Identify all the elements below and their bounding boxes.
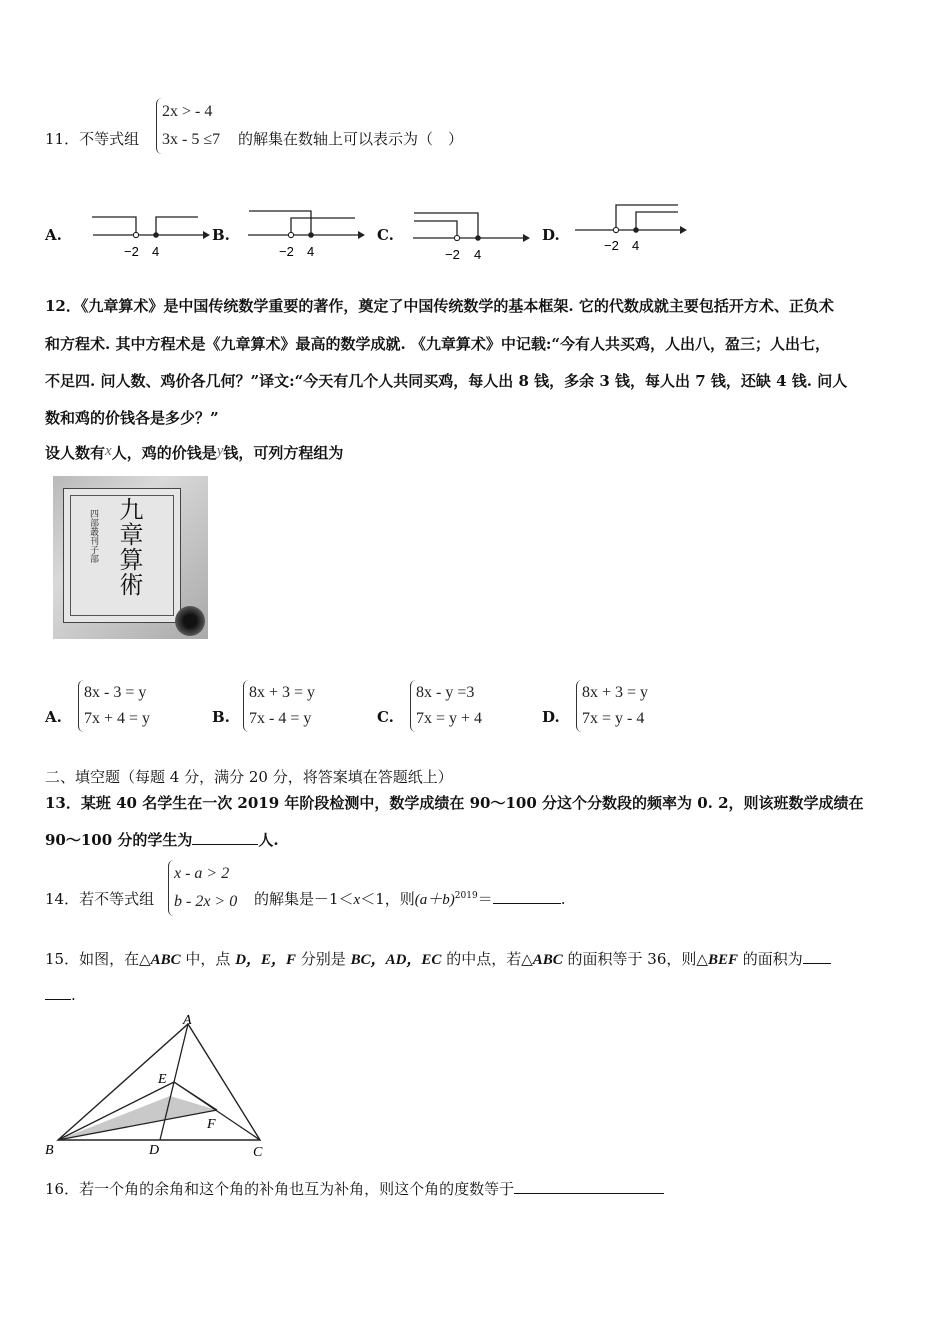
axis-label-4: 4 bbox=[307, 244, 315, 259]
axis-label-neg2: −2 bbox=[279, 244, 294, 259]
q12-option-c-eq2: 7x = y + 4 bbox=[416, 710, 483, 727]
q15-text-a: 15．如图，在△ bbox=[45, 950, 151, 968]
q15-answer-blank-part1[interactable] bbox=[803, 949, 831, 964]
q15-line-2 bbox=[45, 985, 76, 1004]
q12-option-a-label[interactable]: A. bbox=[45, 708, 62, 726]
q12-line-5-b: 人，鸡的价钱是 bbox=[111, 444, 217, 462]
q16-line bbox=[45, 1178, 664, 1199]
q12-var-x: x bbox=[105, 443, 112, 459]
q12-option-c-system[interactable] bbox=[410, 680, 482, 732]
axis-label-neg2: −2 bbox=[124, 244, 139, 259]
q11-prefix: 不等式组 bbox=[79, 130, 140, 148]
point-label-f: F bbox=[207, 1117, 216, 1132]
q12-option-b-eq2: 7x - 4 = y bbox=[249, 710, 312, 727]
q12-option-d-system[interactable] bbox=[576, 680, 648, 732]
axis-label-4: 4 bbox=[152, 244, 160, 259]
q11-suffix: 的解集在数轴上可以表示为（ ） bbox=[238, 130, 464, 148]
q14-inequality-1: x - a > 2 bbox=[174, 865, 230, 882]
q15-end: . bbox=[71, 986, 76, 1004]
q12-option-c-label[interactable]: C. bbox=[377, 708, 394, 726]
q11-option-d-label[interactable]: D. bbox=[542, 226, 560, 244]
q12-var-y: y bbox=[216, 443, 224, 459]
q14-end: . bbox=[560, 890, 566, 908]
axis-label-4: 4 bbox=[632, 238, 640, 253]
q11-numberline-b[interactable] bbox=[245, 205, 365, 260]
q15-triangle-figure bbox=[40, 1010, 280, 1162]
point-label-c: C bbox=[253, 1145, 263, 1160]
q12-line-3: 不足四. 问人数、鸡价各几何？”译文:“今天有几个人共同买鸡，每人出 8 钱，多余 3 钱，每人出 7 钱，还缺 4 钱. 问人 bbox=[45, 372, 848, 390]
q11-option-c-label[interactable]: C. bbox=[377, 226, 394, 244]
q11-inequality-1: 2x > - 4 bbox=[162, 103, 213, 120]
q15-line-1 bbox=[45, 948, 831, 969]
q14-suffix bbox=[254, 888, 565, 909]
q15-text-d: 的中点，若△ bbox=[441, 950, 533, 968]
axis-label-neg2: −2 bbox=[604, 238, 619, 253]
q14-equals: ＝ bbox=[477, 890, 493, 908]
q13-line-1: 13．某班 40 名学生在一次 2019 年阶段检测中，数学成绩在 90～100 分这个分数段的频率为 0. 2，则该班数学成绩在 bbox=[45, 794, 864, 812]
q15-answer-blank-part2[interactable] bbox=[45, 985, 71, 1000]
q11-number: 11． bbox=[45, 130, 80, 148]
q12-option-a-eq1: 8x - 3 = y bbox=[84, 684, 147, 701]
q15-text-f: 的面积为 bbox=[737, 950, 803, 968]
q14-var-x: x bbox=[353, 892, 361, 908]
q15-triangle-abc-2: ABC bbox=[532, 952, 563, 968]
q11-inequality-system bbox=[156, 98, 220, 154]
q15-segments: BC，AD，EC bbox=[350, 952, 442, 968]
q12-line-5-a: 设人数有 bbox=[45, 444, 106, 462]
book-title: 九章算術 bbox=[115, 497, 143, 597]
q12-line-2: 和方程术. 其中方程术是《九章算术》最高的数学成就. 《九章算术》中记载:“今有人共买鸡，人出八，盈三；人出七， bbox=[45, 335, 831, 353]
point-label-e: E bbox=[158, 1072, 167, 1087]
q14-number: 14． bbox=[45, 890, 80, 908]
book-roll bbox=[175, 606, 205, 636]
q12-option-a-system[interactable] bbox=[78, 680, 150, 732]
q12-option-c-eq1: 8x - y =3 bbox=[416, 684, 475, 701]
q15-text-e: 的面积等于 36，则△ bbox=[562, 950, 708, 968]
q11-inequality-2: 3x - 5 ≤7 bbox=[162, 131, 221, 148]
q12-line-5-c: 钱，可列方程组为 bbox=[223, 444, 344, 462]
q12-option-b-system[interactable] bbox=[243, 680, 315, 732]
axis-label-4: 4 bbox=[474, 247, 482, 262]
q13-line-2-b: 人. bbox=[258, 831, 279, 849]
q13-line-2-a: 90～100 分的学生为 bbox=[45, 831, 193, 849]
q14-answer-blank[interactable] bbox=[493, 889, 561, 904]
q11-numberline-d[interactable] bbox=[572, 200, 692, 255]
q12-option-b-eq1: 8x + 3 = y bbox=[249, 684, 316, 701]
q11-numberline-c[interactable] bbox=[410, 205, 535, 265]
q14-suffix-a: 的解集是－1＜ bbox=[254, 890, 354, 908]
q13-answer-blank[interactable] bbox=[192, 830, 258, 845]
jiuzhang-suanshu-book-image bbox=[53, 476, 208, 639]
q12-line-5 bbox=[45, 442, 343, 463]
point-label-a: A bbox=[183, 1013, 192, 1028]
q12-option-d-eq1: 8x + 3 = y bbox=[582, 684, 649, 701]
q16-text: 16．若一个角的余角和这个角的补角也互为补角，则这个角的度数等于 bbox=[45, 1180, 515, 1198]
q14-exponent: 2019 bbox=[454, 891, 478, 901]
section2-heading: 二、填空题（每题 4 分，满分 20 分，将答案填在答题纸上） bbox=[45, 768, 453, 786]
q12-option-d-eq2: 7x = y - 4 bbox=[582, 710, 645, 727]
q13-line-2 bbox=[45, 829, 279, 850]
q15-triangle-bef: BEF bbox=[707, 952, 738, 968]
q12-option-b-label[interactable]: B. bbox=[212, 708, 230, 726]
q12-line-1: 12．《九章算术》是中国传统数学重要的著作，奠定了中国传统数学的基本框架. 它的代数成就主要包括开方术、正负术 bbox=[45, 297, 834, 315]
q16-answer-blank[interactable] bbox=[514, 1179, 664, 1194]
q11-option-a-label[interactable]: A. bbox=[45, 226, 62, 244]
q14-prefix: 若不等式组 bbox=[79, 890, 155, 908]
q14-inequality-system bbox=[168, 860, 237, 916]
q15-text-b: 中，点 bbox=[180, 950, 236, 968]
book-cover bbox=[63, 488, 181, 623]
q14-expr: (a＋b) bbox=[414, 892, 455, 908]
q11-stem bbox=[45, 128, 139, 149]
q15-text-c: 分别是 bbox=[296, 950, 351, 968]
q11-numberline-a[interactable] bbox=[90, 205, 210, 260]
point-label-d: D bbox=[149, 1143, 160, 1158]
point-label-b: B bbox=[45, 1143, 54, 1158]
q12-line-4: 数和鸡的价钱各是多少？” bbox=[45, 409, 219, 427]
q14-stem bbox=[45, 888, 154, 909]
q14-inequality-2: b - 2x > 0 bbox=[174, 893, 238, 910]
q11-option-b-label[interactable]: B. bbox=[212, 226, 230, 244]
axis-label-neg2: −2 bbox=[445, 247, 460, 262]
q12-option-a-eq2: 7x + 4 = y bbox=[84, 710, 151, 727]
q15-triangle-abc: ABC bbox=[150, 952, 181, 968]
q12-option-d-label[interactable]: D. bbox=[542, 708, 560, 726]
book-subtitle: 四部叢刊子部 bbox=[88, 509, 98, 563]
q14-suffix-b: ＜1，则 bbox=[360, 890, 415, 908]
q15-points: D，E，F bbox=[235, 952, 297, 968]
